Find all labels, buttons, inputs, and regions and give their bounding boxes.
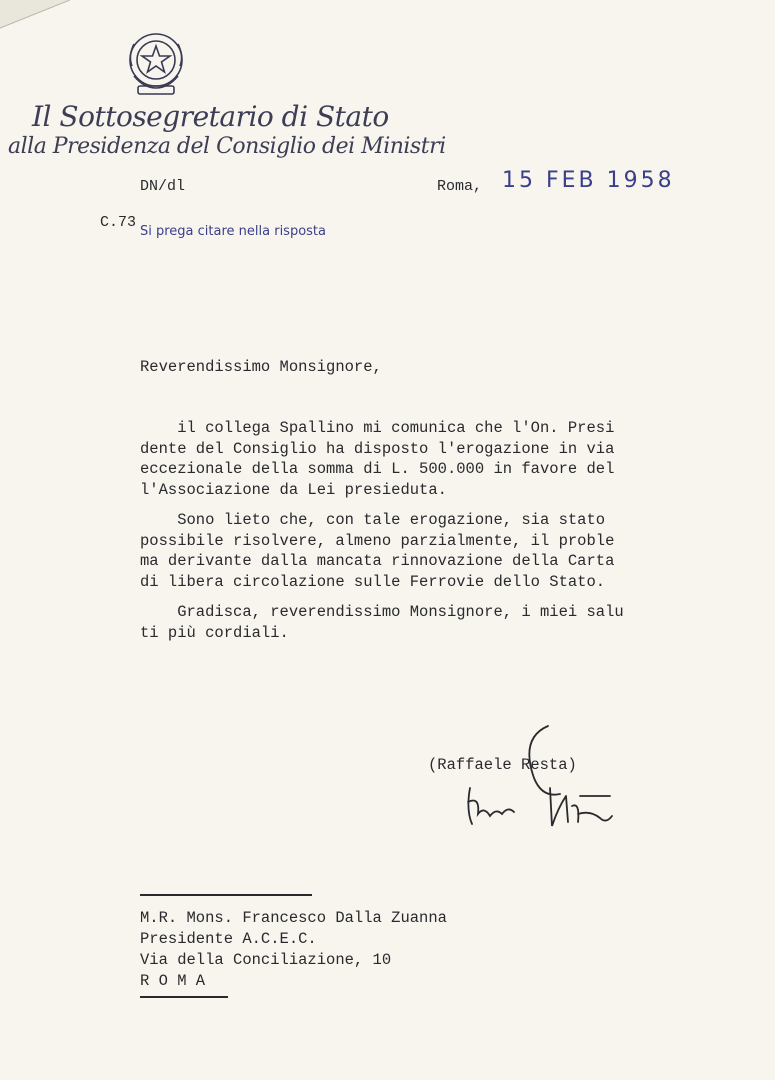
- separator-line: [140, 996, 228, 998]
- addressee-block: [140, 908, 447, 992]
- letterhead-subtitle: alla Presidenza del Consiglio dei Ministri: [8, 134, 446, 159]
- salutation: Reverendissimo Monsignore,: [140, 358, 382, 376]
- protocol-number: C.73: [100, 214, 137, 231]
- italian-republic-emblem-icon: [120, 26, 192, 100]
- addressee-title: Presidente A.C.E.C.: [140, 930, 317, 948]
- place-name: Roma,: [437, 178, 483, 195]
- signatory-name: (Raffaele Resta): [428, 756, 577, 774]
- letterhead-title: Il Sottosegretario di Stato: [32, 100, 389, 133]
- date-stamp: 15 FEB 1958: [502, 168, 675, 193]
- reference-code: DN/dl: [140, 178, 186, 195]
- body-paragraph: il collega Spallino mi comunica che l'On. Presi dente del Consiglio ha disposto l'erogazione in via eccezionale della somma di L. 500.000 in favore del l'Associazione da Lei presieduta.: [140, 419, 615, 499]
- addressee-name: M.R. Mons. Francesco Dalla Zuanna: [140, 909, 447, 927]
- addressee-street: Via della Conciliazione, 10: [140, 951, 392, 969]
- body-paragraph: Gradisca, reverendissimo Monsignore, i miei salu ti più cordiali.: [140, 603, 624, 642]
- citation-note: Si prega citare nella risposta: [140, 224, 326, 239]
- addressee-city: R O M A: [140, 972, 206, 990]
- separator-line: [140, 894, 312, 896]
- paper-corner-fold: [0, 0, 70, 30]
- body-paragraph: Sono lieto che, con tale erogazione, sia stato possibile risolvere, almeno parzialmente, il proble ma derivante dalla mancata rinnovazione della Carta di libera circolazione sulle Ferrovie dello Stato.: [140, 511, 615, 591]
- handwritten-signature: [450, 718, 630, 838]
